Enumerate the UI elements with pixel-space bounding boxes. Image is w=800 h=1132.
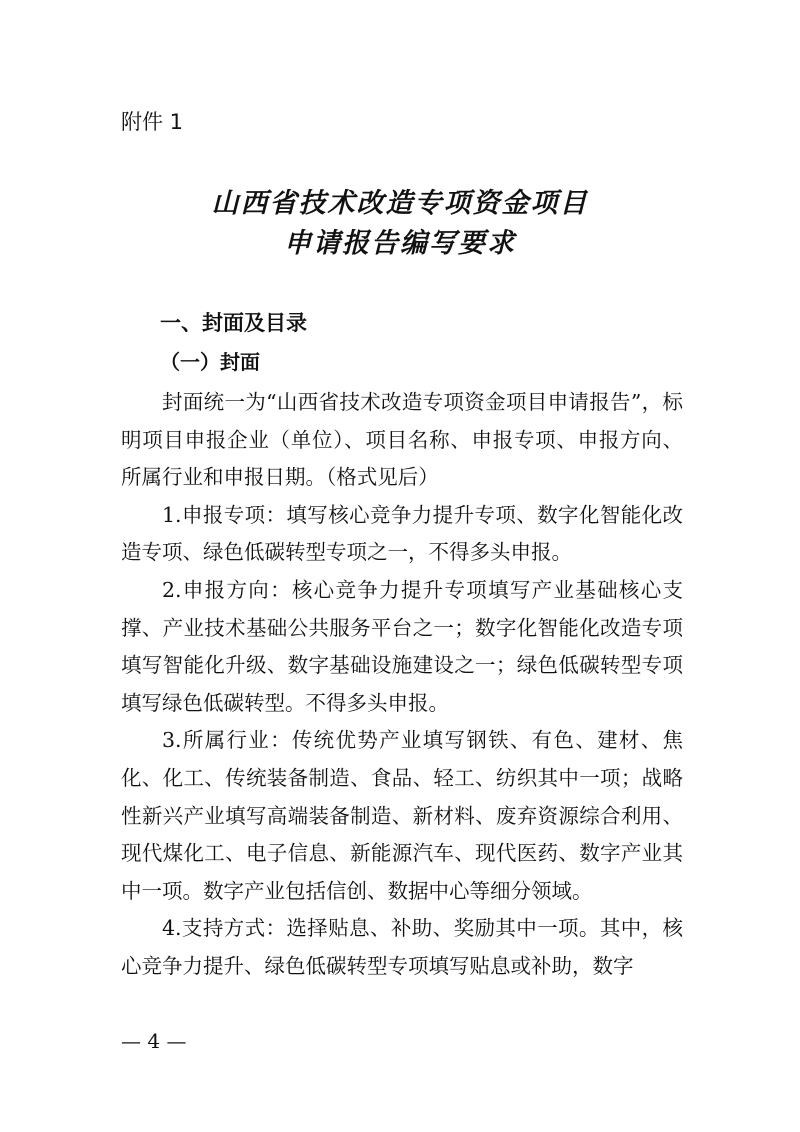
paragraph-cover-description: 封面统一为“山西省技术改造专项资金项目申请报告”，标明项目申报企业（单位）、项目名称、申报专项、申报方向、所属行业和申报日期。（格式见后）: [121, 390, 683, 490]
page-number: — 4 —: [121, 1029, 187, 1053]
paragraph-item-3-industry: 3.所属行业：传统优势产业填写钢铁、有色、建材、焦化、化工、传统装备制造、食品、轻工、纺织其中一项；战略性新兴产业填写高端装备制造、新材料、废弃资源综合利用、现代煤化工、电子信息、新能源汽车、现代医药、数字产业其中一项。数字产业包括信创、数据中心等细分领域。: [121, 728, 683, 903]
subsection-heading-cover: （一）封面: [160, 350, 260, 374]
document-title-line-2: 申请报告编写要求: [284, 228, 516, 259]
paragraph-item-2-direction: 2.申报方向：核心竞争力提升专项填写产业基础核心支撑、产业技术基础公共服务平台之一；数字化智能化改造专项填写智能化升级、数字基础设施建设之一；绿色低碳转型专项填写绿色低碳转型。不得多头申报。: [121, 577, 683, 715]
attachment-label: 附件 1: [121, 110, 184, 134]
section-heading-cover-and-toc: 一、封面及目录: [160, 311, 307, 335]
paragraph-item-4-support-method: 4.支持方式：选择贴息、补助、奖励其中一项。其中，核心竞争力提升、绿色低碳转型专项填写贴息或补助，数字: [121, 916, 683, 978]
paragraph-item-1-special-program: 1.申报专项：填写核心竞争力提升专项、数字化智能化改造专项、绿色低碳转型专项之一，不得多头申报。: [121, 502, 683, 565]
body-text: [121, 384, 683, 986]
document-title-line-1: 山西省技术改造专项资金项目: [211, 188, 589, 219]
